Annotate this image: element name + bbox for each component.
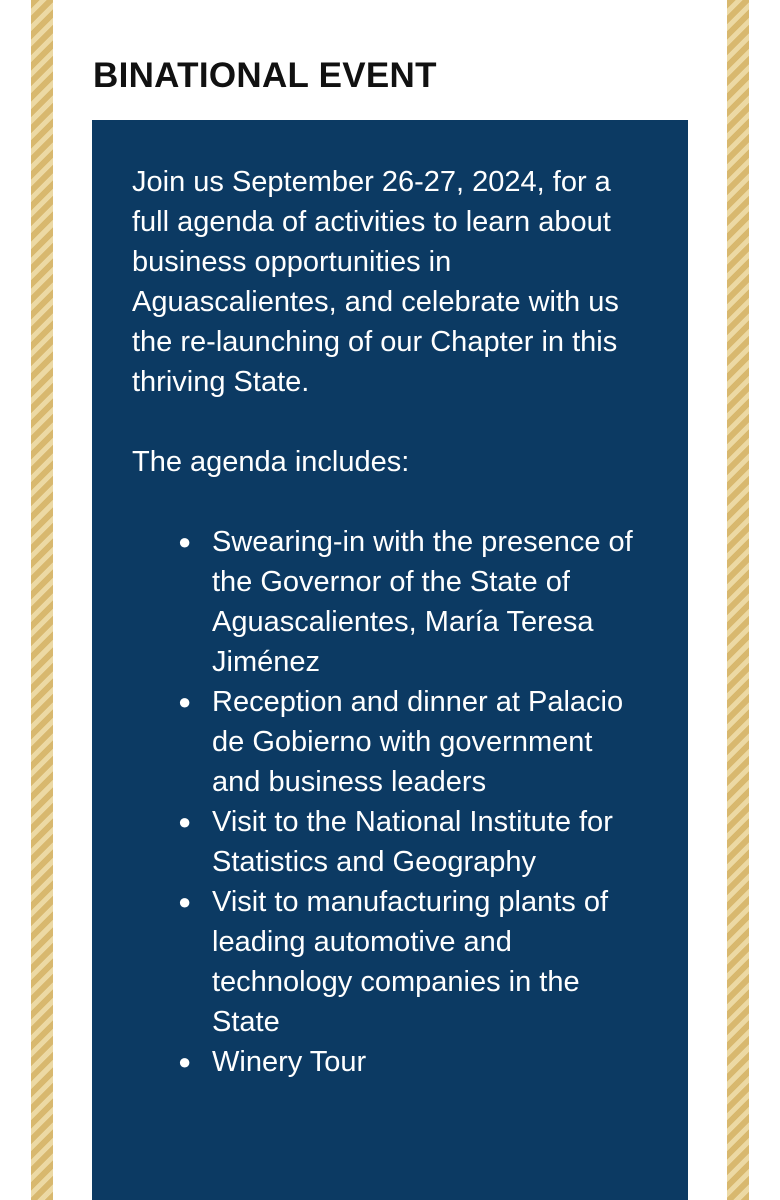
event-intro-text: Join us September 26-27, 2024, for a full agenda of activities to learn about business opportunities in Aguascalientes, and celebrate with us the re-launching of our Chapter in this thriving State. (132, 166, 619, 398)
bullet-dot-icon: ● (178, 809, 192, 834)
agenda-item-text: Winery Tour (212, 1046, 367, 1078)
email-content-column (53, 0, 727, 1200)
event-heading: BINATIONAL EVENT (93, 56, 437, 95)
agenda-item-text: Visit to the National Institute for Statistics and Geography (212, 806, 613, 878)
agenda-item (178, 522, 648, 682)
agenda-item-text: Swearing-in with the presence of the Governor of the State of Aguascalientes, María Teresa Jiménez (212, 526, 633, 678)
agenda-item (178, 882, 648, 1042)
event-details-panel (92, 120, 688, 1200)
agenda-item-text: Reception and dinner at Palacio de Gobierno with government and business leaders (212, 686, 624, 798)
bullet-dot-icon: ● (178, 1049, 192, 1074)
bullet-dot-icon: ● (178, 889, 192, 914)
agenda-item-text: Visit to manufacturing plants of leading automotive and technology companies in the State (212, 886, 609, 1038)
agenda-item (178, 802, 648, 882)
agenda-intro-text: The agenda includes: (132, 446, 410, 478)
right-decorative-border (727, 0, 749, 1200)
bullet-dot-icon: ● (178, 689, 192, 714)
left-decorative-border (31, 0, 53, 1200)
agenda-list (132, 522, 648, 1082)
bullet-dot-icon: ● (178, 529, 192, 554)
agenda-item (178, 682, 648, 802)
agenda-item (178, 1042, 648, 1082)
